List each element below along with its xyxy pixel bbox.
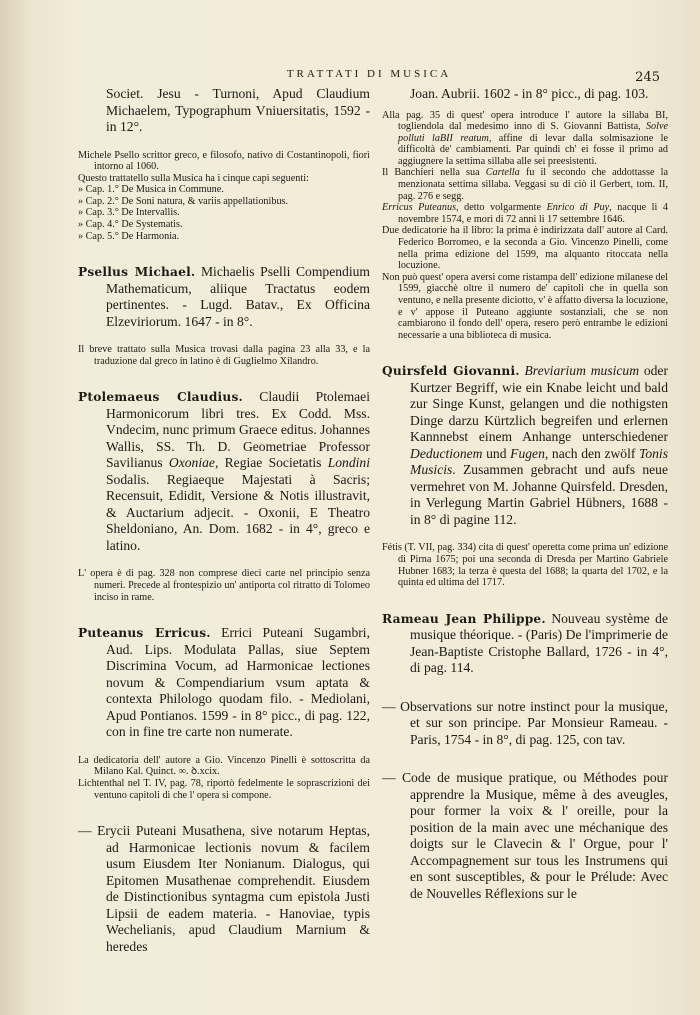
chapter-list <box>74 184 370 242</box>
entry-text-italic: Breviarium musicum <box>519 363 640 379</box>
entry-psellus <box>74 264 370 330</box>
footnote-psello: Michele Psello scrittor greco, e filosofo, nativo di Costantinopoli, fiorì intorno al 1060. <box>78 149 370 173</box>
chapter-item: » Cap. 4.° De Systematis. <box>78 219 183 231</box>
running-title: TRATTATI DI MUSICA <box>286 68 452 80</box>
entry-code-musique: — Code de musique pratique, ou Méthodes pour apprendre la Musique, même à des aveugles, pour former la voix & l' oreille, pour la position de la main avec une méchanique des doigts sur le Clavecin & l' Orgue, pour l' Accompagnement sur tous les Instrumens qui en sont susceptibles, & pour le Prélude: Avec de Nouvelles Réflexions sur le <box>382 770 668 901</box>
author-heading: Quirsfeld Giovanni. <box>382 364 520 379</box>
entry-text: . Zusammen gebracht und aufs neue vermehret von M. Johanne Quirsfeld. Dresden, in Verlegung Martin Gabriel Hübners, 1688 - in 8° di pagine 112. <box>410 462 668 527</box>
entry-ptolemaeus <box>74 389 370 554</box>
entry-text: Sodalis. Regiaeque Majestati à Sacris; Recensuit, Edidit, Versione & Notis illustravit, & Auctarium adjecit. - Oxonii, E Theatro Sheldoniano, An. Dom. 1682 - in 4°, greco e latino. <box>106 471 370 553</box>
author-heading: Psellus Michael. <box>78 265 196 280</box>
note-text-italic: Cartella <box>485 167 520 179</box>
footnote-banchieri <box>378 167 668 202</box>
entry-text-italic: Oxoniae <box>168 455 215 471</box>
note-text: Alla pag. 35 di quest' opera introduce l' autore la sillaba BI, togliendola dal medesimo inno di S. Giovanni Battista, <box>382 109 668 133</box>
author-heading: Puteanus Erricus. <box>78 626 211 641</box>
note-text: affine di levar dalla solmisazione le difficoltà de' cambiamenti. Par quindi ch' ei fosse il primo ad aggiugnere la settima sillaba alle sei preesistenti. <box>398 132 668 167</box>
entry-text-italic: Londini <box>327 455 370 471</box>
note-text: Il Banchieri nella sua <box>382 167 486 179</box>
note-text-italic: Enrico di Puy <box>546 202 610 214</box>
entry-text: , nach den zwölf <box>544 445 640 461</box>
left-column <box>74 86 370 955</box>
chapter-item: » Cap. 3.° De Intervallis. <box>78 207 180 219</box>
note-text: , nacque li 4 novembre 1574, e morì di 72 anni li 17 settembre 1646. <box>398 202 668 225</box>
note-text-italic: Solve polluti laBII reatum, <box>398 121 668 144</box>
entry-text: , Regiae Societatis <box>214 455 328 471</box>
footnote-psellus: Il breve trattato sulla Musica trovasi dalla pagina 23 alla 33, e la traduzione dal greco in latino è di Guglielmo Xilandro. <box>78 344 370 367</box>
entry-observations: — Observations sur notre instinct pour la musique, et sur son principe. Par Monsieur Rameau. - Paris, 1754 - in 8°, di pag. 125, con tav. <box>382 698 668 747</box>
entry-puteanus <box>74 625 370 741</box>
footnote-dedication: La dedicatoria dell' autore a Gio. Vincenzo Pinelli è sottoscritta da Milano Kal. Quinct. ∞. ꝺ.xcix. <box>78 754 370 778</box>
entry-rameau <box>378 611 668 677</box>
note-text-italic: Erricus Puteanus <box>382 202 457 214</box>
entry-text-italic: Tonis Musicis <box>410 445 669 478</box>
chapter-item: » Cap. 1.° De Musica in Commune. <box>78 184 224 196</box>
footnote-ristampa: Non può quest' opera aversi come ristampa dell' edizione milanese del 1599, giacchè oltre il numero de' capitoli che in quella son ventuno, e nella presente diciotto, v' è affatto diversa la locuzione, e v' appose il Puteano aggiunte sostanziali, che se non cambiarono il fondo dell' opera, resero però entrambe le edizioni necessarie a una biblioteca di musica. <box>382 271 668 341</box>
footnote-chapters-intro: Questo trattatello sulla Musica ha i cinque capi seguenti: <box>78 172 309 184</box>
entry-text-italic: Fugen <box>510 445 545 461</box>
right-column <box>378 86 668 902</box>
entry-text: und <box>482 445 511 461</box>
entry-continuation: Joan. Aubrii. 1602 - in 8° picc., di pag. 103. <box>410 86 649 101</box>
footnote-dedicatorie: Due dedicatorie ha il libro: la prima è indirizzata dall' autore al Card. Federico Borromeo, e la seconda a Gio. Vincenzo Pinelli, come nella prima edizione del 1599, ma alquanto ritoccata nella locuzione. <box>382 225 668 272</box>
entry-quirsfeld <box>378 363 668 528</box>
chapter-item: » Cap. 5.° De Harmonia. <box>78 230 180 242</box>
note-text: , detto volgarmente <box>456 202 547 214</box>
note-text: fu il secondo che addottasse la menzionata settima sillaba. Veggasi su di ciò il Gerbert, tom. II, pag. 276 e segg. <box>398 167 668 202</box>
entry-text: Nouveau système de musique théorique. - (Paris) De l'imprimerie de Jean-Baptiste Cristophe Ballard, 1726 - in 4°, di pag. 114. <box>410 610 668 676</box>
footnote-puteanus-bio <box>378 202 668 225</box>
entry-text: Errici Puteani Sugambri, Aud. Lips. Modulata Pallas, siue Septem Discrimina Vocum, ad Harmonicae lectiones novum & Compendiarium vsum aptata & contexta Philologo quodam filo. - Mediolani, Apud Pontianos. 1599 - in 8° picc., di pag. 122, con in fine tre carte non numerate. <box>106 625 370 740</box>
chapter-item: » Cap. 2.° De Soni natura, & variis appellationibus. <box>78 195 289 207</box>
footnote-ptolemaeus: L' opera è di pag. 328 non comprese dieci carte nel principio senza numeri. Precede al frontespizio un' antiporta col ritratto di Tolomeo inciso in rame. <box>78 568 370 603</box>
entry-musathena: — Erycii Puteani Musathena, sive notarum Heptas, ad Harmonicae lectionis novum & facilem usum Eiusdem Iter Nonianum. Dialogus, qui Epitomen Musathenae comprehendit. Eiusdem de Distinctionibus syntagma cum epistola Justi Lipsii de eadem materia. - Hanoviae, typis Wechelianis, apud Claudium Marnium & heredes <box>78 823 370 954</box>
entry-continuation: Societ. Jesu - Turnoni, Apud Claudium Michaelem, Typographum Vniuersitatis, 1592 - in 12°. <box>106 86 370 134</box>
page-header <box>78 68 660 88</box>
author-heading: Rameau Jean Philippe. <box>382 611 546 626</box>
entry-text: Michaelis Pselli Compendium Mathematicum, aliique Tractatus eodem pertinentes. - Lugd. Batav., Ex Officina Elzeviriorum. 1647 - in 8°. <box>106 264 370 329</box>
entry-text: Claudii Ptolemaei Harmonicorum libri tres. Ex Codd. Mss. Vndecim, nunc primum Graece editus. Johannes Wallis, SS. Th. D. Geometriae Professor Savilianus <box>106 389 370 471</box>
footnote-fetis: Fétis (T. VII, pag. 334) cita di quest' operetta come prima un' edizione di Pirna 1675; poi una seconda di Dresda per Martino Gabriele Hubner 1683; la terza è questa del 1688; la quarta del 1702, e la quinta ed ultima del 1717. <box>382 542 668 589</box>
author-heading: Ptolemaeus Claudius. <box>78 390 243 405</box>
entry-text-italic: Deductionem <box>410 445 483 461</box>
footnote-sillaba-bi <box>378 110 668 168</box>
page-number: 245 <box>635 70 660 85</box>
entry-text: oder Kurtzer Begriff, wie ein Knabe leicht und bald zur Singe Kunst, gelangen und die nothigsten Dinge darzu Kürtzlich begreifen und erlernen Kannnebst einem Anhange unterschiedener <box>410 363 668 445</box>
footnote-lichtenthal: Lichtenthal nel T. IV, pag. 78, riportò fedelmente le soprascrizioni dei ventuno capitoli di che l' opera si compone. <box>78 777 370 801</box>
